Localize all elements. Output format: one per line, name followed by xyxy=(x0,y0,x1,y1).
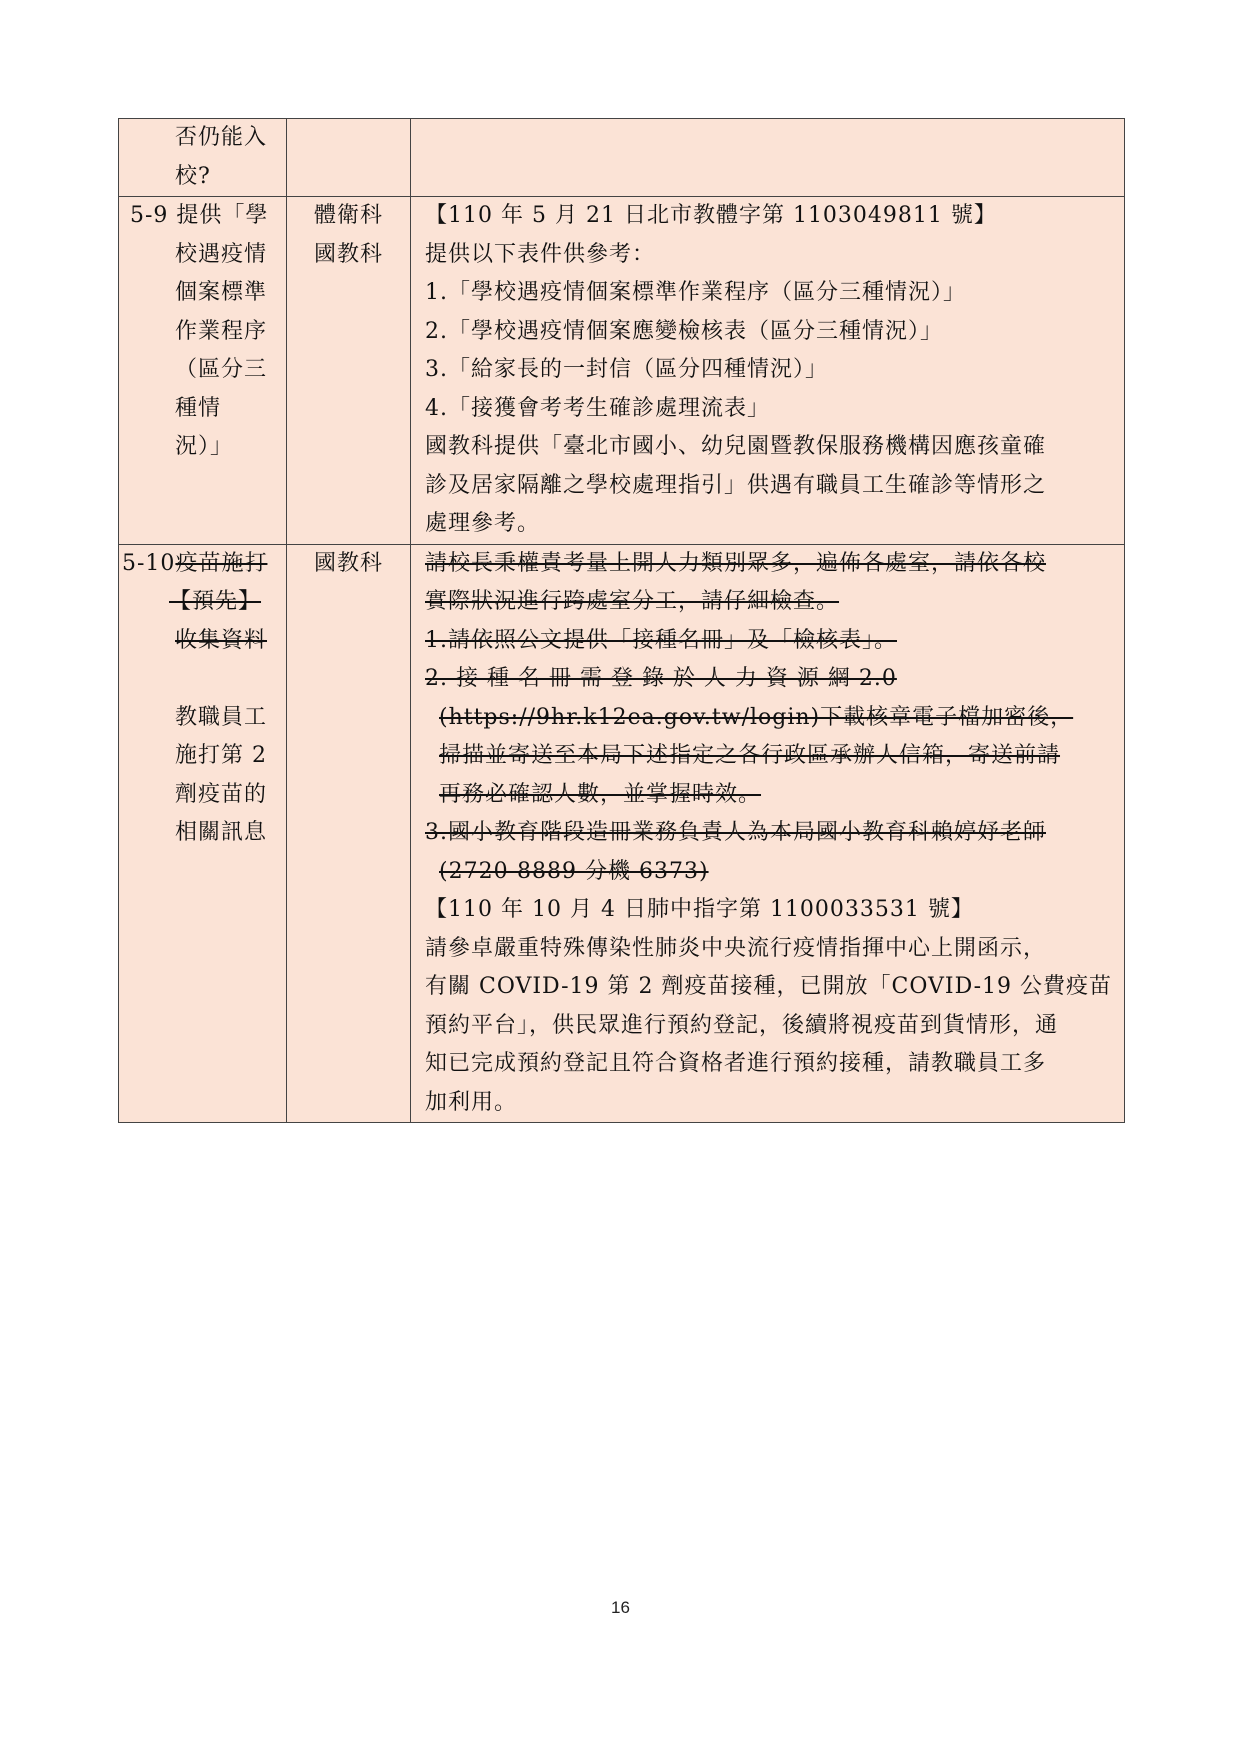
content-line: 【110 年 5 月 21 日北市教體字第 1103049811 號】 xyxy=(425,203,997,228)
dept-cell xyxy=(287,119,411,197)
content-line: 1.「學校遇疫情個案標準作業程序（區分三種情況）」 xyxy=(425,280,966,305)
item-cell xyxy=(119,197,287,545)
item-text: 校? xyxy=(175,163,211,189)
item-cell xyxy=(119,544,287,1123)
guideline-table xyxy=(118,118,1125,1123)
content-cell xyxy=(411,197,1125,545)
content-line: 提供以下表件供參考： xyxy=(425,241,656,267)
struck-content-line: (https://9hr.k12ea.gov.tw/login)下載核章電子檔加密後， xyxy=(439,704,1074,730)
item-text: 劑疫苗的 xyxy=(175,781,268,807)
content-line: 3.「給家長的一封信（區分四種情況）」 xyxy=(425,357,828,382)
item-text: 否仍能入 xyxy=(175,125,268,150)
item-text: 校遇疫情 xyxy=(175,241,268,267)
content-line: 國教科提供「臺北市國小、幼兒園暨教保服務機構因應孩童確 xyxy=(425,434,1047,459)
struck-content-line: (2720-8889 分機 6373) xyxy=(439,858,709,884)
dept-name: 國教科 xyxy=(313,550,383,576)
item-text: 教職員工 xyxy=(175,704,268,730)
table-row xyxy=(119,119,1125,197)
page-number: 16 xyxy=(611,1598,630,1617)
content-cell xyxy=(411,544,1125,1123)
content-line: 請參卓嚴重特殊傳染性肺炎中央流行疫情指揮中心上開函示， xyxy=(425,935,1047,961)
item-number-line: 5-9 提供「學 xyxy=(130,203,269,228)
item-text: 種情 xyxy=(175,395,222,421)
content-line: 2.「學校遇疫情個案應變檢核表（區分三種情況）」 xyxy=(425,318,943,344)
dept-cell xyxy=(287,197,411,545)
item-number: 5-10 xyxy=(122,550,176,576)
struck-content-line: 掃描並寄送至本局下述指定之各行政區承辦人信箱，寄送前請 xyxy=(439,743,1061,768)
struck-content-line: 實際狀況進行跨處室分工，請仔細檢查。 xyxy=(425,589,840,614)
content-line: 知已完成預約登記且符合資格者進行預約接種，請教職員工多 xyxy=(425,1051,1047,1076)
struck-content-line: 再務必確認人數，並掌握時效。 xyxy=(439,781,762,807)
dept-name: 體衛科 xyxy=(313,203,383,228)
content-cell xyxy=(411,119,1125,197)
struck-content-line: 請校長秉權責考量上開人力類別眾多，遍佈各處室，請依各校 xyxy=(425,550,1047,576)
item-text: 施打第 2 xyxy=(175,743,267,768)
item-text: 況）」 xyxy=(175,434,234,459)
struck-content-line: 2. 接 種 名 冊 需 登 錄 於 人 力 資 源 網 2.0 xyxy=(425,666,897,691)
content-line: 處理參考。 xyxy=(425,511,541,536)
item-text: 相關訊息 xyxy=(175,820,268,845)
content-line: 4.「接獲會考考生確診處理流表」 xyxy=(425,395,770,421)
item-text: 個案標準 xyxy=(175,280,268,305)
content-line: 【110 年 10 月 4 日肺中指字第 1100033531 號】 xyxy=(425,897,974,922)
content-line: 診及居家隔離之學校處理指引」供遇有職員工生確診等情形之 xyxy=(425,472,1047,498)
content-line: 預約平台」，供民眾進行預約登記，後續將視疫苗到貨情形，通 xyxy=(425,1012,1059,1038)
struck-content-line: 3.國小教育階段造冊業務負責人為本局國小教育科賴婷妤老師 xyxy=(425,820,1046,845)
struck-content-line: 1.請依照公文提供「接種名冊」及「檢核表」。 xyxy=(425,627,897,653)
content-line: 有關 COVID-19 第 2 劑疫苗接種，已開放「COVID-19 公費疫苗 xyxy=(425,974,1113,999)
item-number-line xyxy=(122,545,286,584)
item-cell xyxy=(119,119,287,197)
struck-item-text: 疫苗施打 xyxy=(175,550,268,576)
table-row xyxy=(119,197,1125,545)
item-text: 作業程序 xyxy=(175,318,268,344)
table-row xyxy=(119,544,1125,1123)
struck-item-text: 【預先】 xyxy=(169,589,262,614)
item-text: （區分三 xyxy=(175,357,268,382)
content-line: 加利用。 xyxy=(425,1089,518,1115)
dept-name: 國教科 xyxy=(313,241,383,267)
dept-cell xyxy=(287,544,411,1123)
struck-item-text: 收集資料 xyxy=(175,627,268,653)
